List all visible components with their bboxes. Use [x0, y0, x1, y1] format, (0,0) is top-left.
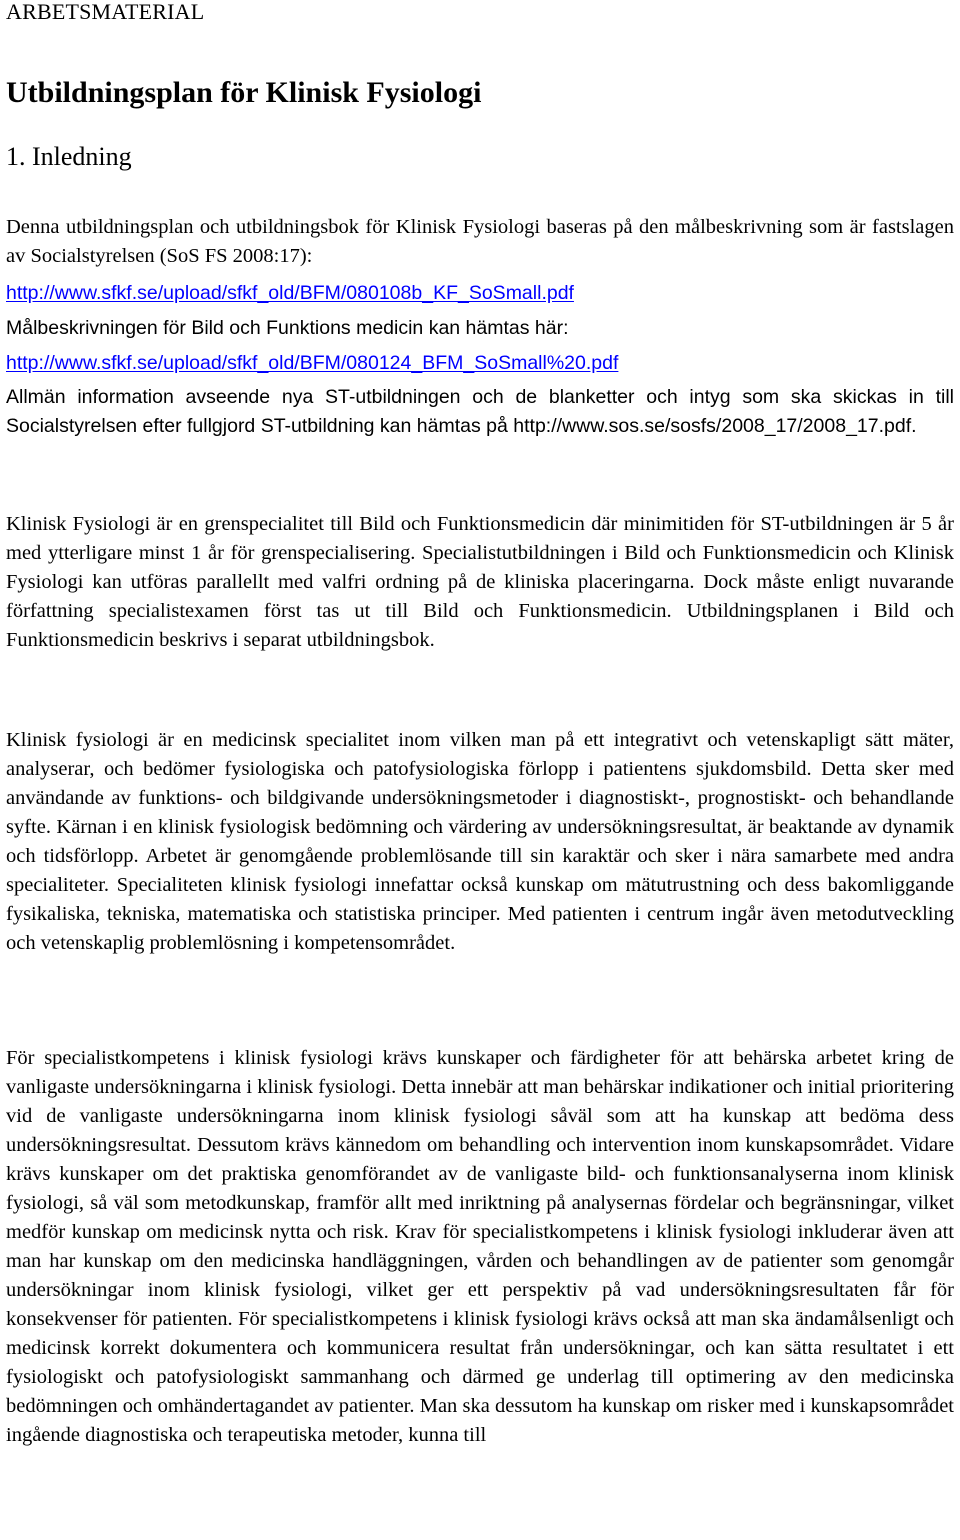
body-paragraph: För specialistkompetens i klinisk fysiologi krävs kunskaper och färdigheter för att behärska arbetet kring de vanligaste undersökningarna i klinisk fysiologi. Detta innebär att man behärskar indikationer och initial prioritering vid de vanligaste undersökningarna inom klinisk fysiologi såväl som att ha kunskap att bedöma dess undersökningsresultat. Dessutom krävs kännedom om behandling och intervention inom kunskapsområdet. Vidare krävs kunskaper om det praktiska genomförandet av de vanligaste bild- och funktionsanalyserna inom klinisk fysiologi, så väl som metodkunskap, framför allt med inriktning på analysernas fördelar och begränsningar, vilket medför kunskap om medicinsk nytta och risk. Krav för specialistkompetens i klinisk fysiologi inkluderar även att man har kunskap om den medicinska handläggningen, vården och behandlingen av de patienter som genomgår undersökningar inom klinisk fysiologi, vilket ger ett perspektiv på vad undersökningsresultaten får för konsekvenser för patienten. För specialistkompetens i klinisk fysiologi krävs också att man ska ändamålsenligt och medicinsk korrekt dokumentera och kommunicera resultat från undersökningar, och kan sätta resultatet i ett fysiologiskt och patofysiologiskt sammanhang och därmed ge underlag till optimering av den medicinska bedömningen och omhändertagandet av patienter. Man ska dessutom ha kunskap om risker med i kunskapsområdet ingående diagnostiska och terapeutiska metoder, kunna till [6, 1047, 954, 1446]
body-paragraph: Klinisk Fysiologi är en grenspecialitet till Bild och Funktionsmedicin där minimitiden för ST-utbildningen är 5 år med ytterligare minst 1 år för grenspecialisering. Specialistutbildningen i Bild och Funktionsmedicin och Klinisk Fysiologi kan utföras parallellt med valfri ordning på de kliniska placeringarna. Dock måste enligt nuvarande författning specialistexamen först tas ut till Bild och Funktionsmedicin. Utbildningsplanen i Bild och Funktionsmedicin beskrivs i separat utbildningsbok. [6, 513, 954, 651]
section-heading: 1. Inledning [6, 142, 132, 171]
kf-goal-description-link[interactable]: http://www.sfkf.se/upload/sfkf_old/BFM/080108b_KF_SoSmall.pdf [6, 282, 574, 304]
sos-url-text: http://www.sos.se/sosfs/2008_17/2008_17.pdf. [513, 415, 917, 437]
header-label: ARBETSMATERIAL [6, 0, 205, 24]
bfm-goal-text: Målbeskrivningen för Bild och Funktions medicin kan hämtas här: [6, 317, 569, 339]
intro-link-row [6, 279, 954, 308]
general-info-paragraph [6, 383, 954, 441]
intro-paragraph: Denna utbildningsplan och utbildningsbok för Klinisk Fysiologi baseras på den målbeskrivning som är fastslagen av Socialstyrelsen (SoS FS 2008:17): [6, 216, 954, 267]
document-title: Utbildningsplan för Klinisk Fysiologi [6, 76, 482, 109]
bfm-goal-description-link[interactable]: http://www.sfkf.se/upload/sfkf_old/BFM/080124_BFM_SoSmall%20.pdf [6, 352, 619, 374]
bfm-link-row [6, 349, 954, 378]
body-paragraph: Klinisk fysiologi är en medicinsk specialitet inom vilken man på ett integrativt och vetenskapligt sätt mäter, analyserar, och bedömer fysiologiska och patofysiologiska förlopp i patientens sjukdomsbild. Detta sker med användande av funktions- och bildgivande undersökningsmetoder i diagnostiskt-, prognostiskt- och behandlande syfte. Kärnan i en klinisk fysiologisk bedömning och värdering av undersökningsresultat, är beaktande av dynamik och tidsförlopp. Arbetet är genomgående problemlösande till sin karaktär och sker i nära samarbete med andra specialiteter. Specialiteten klinisk fysiologi innefattar också kunskap om mätutrustning och dess bakomliggande fysikaliska, tekniska, matematiska och statistiska principer. Med patienten i centrum ingår även metodutveckling och vetenskaplig problemlösning i kompetensområdet. [6, 729, 954, 954]
general-info-text: Allmän information avseende nya ST-utbildningen och de blanketter och intyg som ska skickas in till Socialstyrelsen efter fullgjord ST-utbildning kan hämtas på [6, 386, 954, 437]
